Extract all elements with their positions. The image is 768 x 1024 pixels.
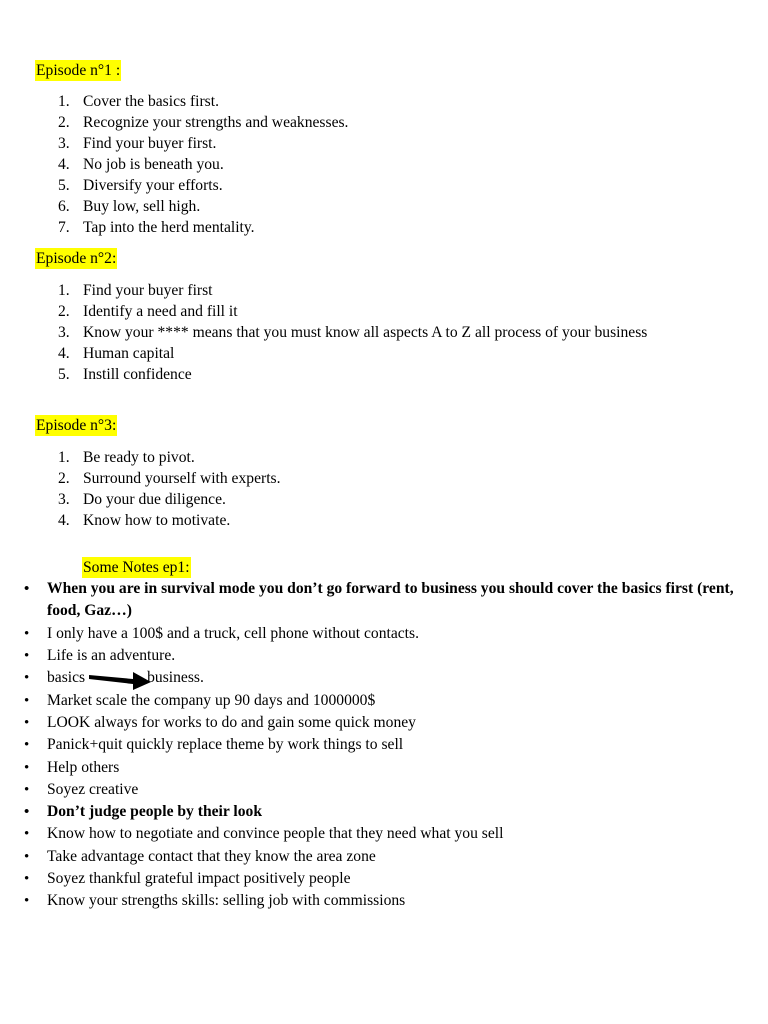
episode-3-list xyxy=(58,447,698,531)
list-item: 2. Recognize your strengths and weaknesses. xyxy=(58,114,349,131)
list-item: 5. Diversify your efforts. xyxy=(58,177,223,194)
list-item: 3. Know your **** means that you must know all aspects A to Z all process of your business xyxy=(58,324,648,341)
list-item: • Know how to negotiate and convince people that they need what you sell xyxy=(24,825,504,843)
list-item: • Take advantage contact that they know the area zone xyxy=(24,847,376,865)
notes-list xyxy=(22,578,742,913)
episode-1-heading: Episode n°1 : xyxy=(36,62,121,79)
episode-2-list xyxy=(58,280,698,385)
list-item: • LOOK always for works to do and gain some quick money xyxy=(24,713,416,731)
list-item: 2. Identify a need and fill it xyxy=(58,303,238,320)
list-item: 2. Surround yourself with experts. xyxy=(58,470,281,487)
episode-3-heading: Episode n°3: xyxy=(36,417,117,434)
list-item: 1. Cover the basics first. xyxy=(58,93,219,110)
list-item: • Soyez creative xyxy=(24,780,139,798)
list-item: • I only have a 100$ and a truck, cell phone without contacts. xyxy=(24,624,419,642)
list-item: 7. Tap into the herd mentality. xyxy=(58,219,255,236)
list-item: • Help others xyxy=(24,758,120,776)
list-item: 4. No job is beneath you. xyxy=(58,156,224,173)
list-item: • Market scale the company up 90 days and 1000000$ xyxy=(24,691,376,709)
list-item: • Don’t judge people by their look xyxy=(24,803,263,821)
list-item: • Panick+quit quickly replace theme by work things to sell xyxy=(24,736,404,754)
list-item: 1. Be ready to pivot. xyxy=(58,449,195,466)
list-item: • Life is an adventure. xyxy=(24,646,176,664)
list-item: 5. Instill confidence xyxy=(58,366,192,383)
list-item: • When you are in survival mode you don’t go forward to business you should cover the basics first (rent, food, Gaz…) xyxy=(24,580,734,620)
notes-heading: Some Notes ep1: xyxy=(83,559,190,576)
list-item: 4. Human capital xyxy=(58,345,175,362)
list-item: • Know your strengths skills: selling job with commissions xyxy=(24,892,406,910)
list-item: 3. Find your buyer first. xyxy=(58,135,217,152)
right-arrow-icon xyxy=(89,668,151,690)
episode-1-list xyxy=(58,91,698,238)
episode-2-heading: Episode n°2: xyxy=(36,250,117,267)
list-item: • Soyez thankful grateful impact positively people xyxy=(24,869,351,887)
list-item: • basics business. xyxy=(22,667,742,689)
list-item: 6. Buy low, sell high. xyxy=(58,198,201,215)
list-item: 3. Do your due diligence. xyxy=(58,491,226,508)
list-item: 1. Find your buyer first xyxy=(58,282,213,299)
list-item: 4. Know how to motivate. xyxy=(58,512,231,529)
